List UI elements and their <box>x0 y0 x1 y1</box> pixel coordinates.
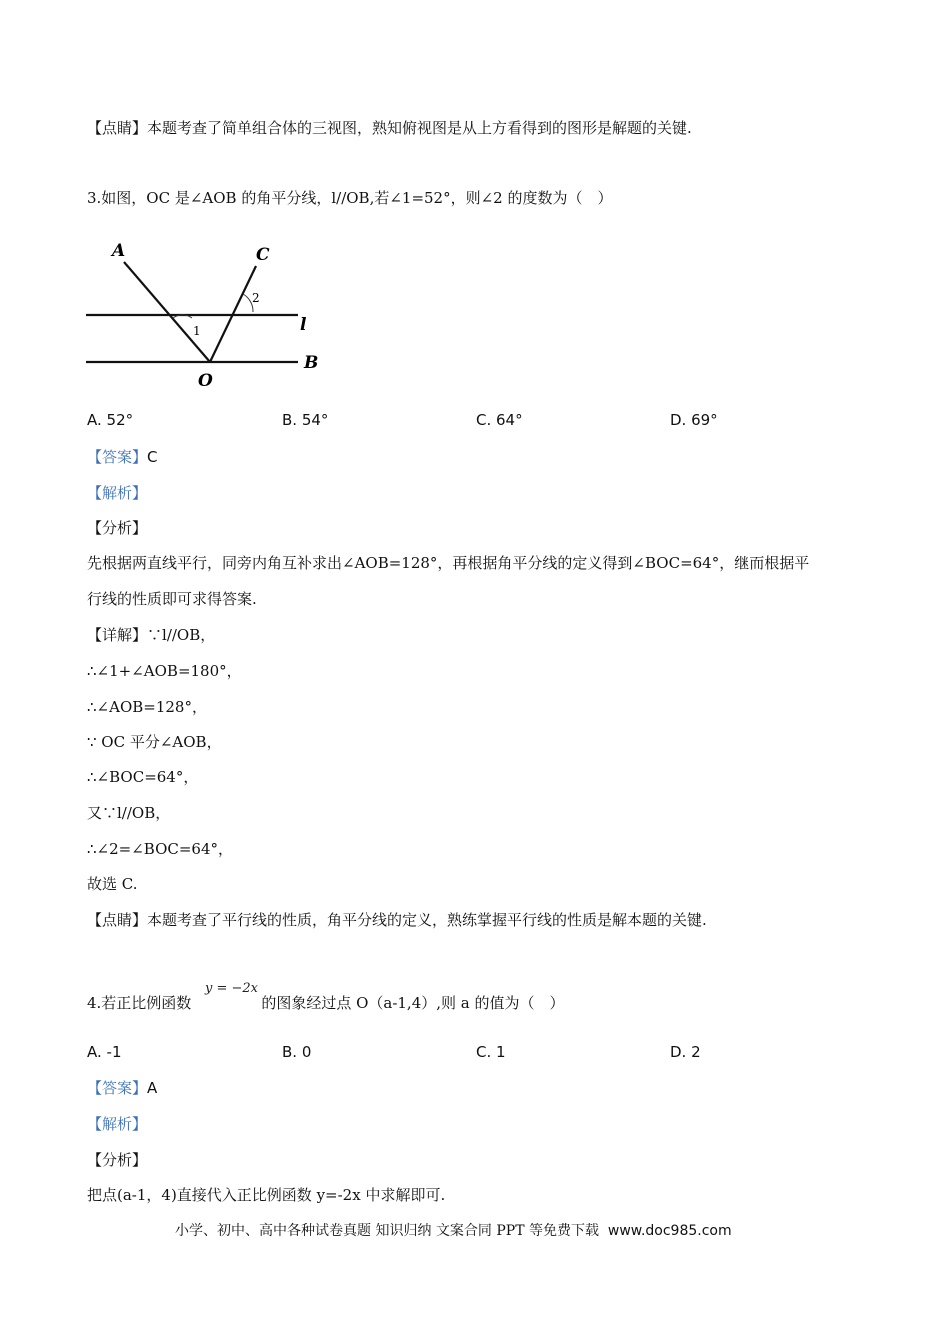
q3-option-b: B. 54° <box>282 411 329 429</box>
label-o: O <box>198 371 213 391</box>
q4-answer <box>87 1078 157 1098</box>
page-footer <box>175 1220 732 1240</box>
q4-stem <box>87 993 565 1013</box>
q4-option-d: D. 2 <box>670 1043 701 1061</box>
answer-value: C <box>147 448 158 466</box>
q3-detail <box>87 625 215 645</box>
q3-step: ∵ OC 平分∠AOB， <box>87 733 222 751</box>
label-angle-2: 2 <box>252 291 260 305</box>
q3-step: 又∵l//OB， <box>87 804 171 822</box>
q3-step: ∴∠AOB=128°， <box>87 698 207 716</box>
q3-step: ∴∠2=∠BOC=64°， <box>87 840 234 858</box>
q3-figure <box>80 232 340 397</box>
q3-option-c: C. 64° <box>476 411 523 429</box>
q3-step: ∴∠1+∠AOB=180°， <box>87 662 242 680</box>
q4-stem-after: 的图象经过点 O（a-1,4）,则 a 的值为（ ） <box>261 994 565 1012</box>
label-b: B <box>304 353 319 373</box>
q3-stem: 3.如图，OC 是∠AOB 的角平分线，l//OB,若∠1=52°，则∠2 的度数为（ ） <box>87 189 613 207</box>
dianjing-text: 本题考查了简单组合体的三视图，熟知俯视图是从上方看得到的图形是解题的关键. <box>147 119 692 137</box>
ray-oa <box>124 262 210 362</box>
answer-tag: 【答案】 <box>87 448 148 466</box>
q4-option-a: A. -1 <box>87 1043 122 1061</box>
detail-tag: 【详解】 <box>87 626 148 644</box>
q3-analysis-line-1: 先根据两直线平行，同旁内角互补求出∠AOB=128°，再根据角平分线的定义得到∠BOC=64°，继而根据平 <box>87 554 810 572</box>
top-dianjing <box>87 118 692 138</box>
label-a: A <box>112 241 126 261</box>
q3-fenxi-tag: 【分析】 <box>87 519 148 537</box>
q3-dianjing <box>87 910 707 930</box>
dianjing-tag: 【点睛】 <box>87 119 148 137</box>
footer-text: 小学、初中、高中各种试卷真题 知识归纳 文案合同 PPT 等免费下载 <box>175 1223 599 1239</box>
q4-option-c: C. 1 <box>476 1043 506 1061</box>
q3-analysis-line-2: 行线的性质即可求得答案. <box>87 590 257 608</box>
q4-stem-before: 4.若正比例函数 <box>87 994 192 1012</box>
q3-jiexi-tag: 【解析】 <box>87 484 148 502</box>
footer-url[interactable]: www.doc985.com <box>607 1223 732 1239</box>
q4-analysis: 把点(a-1，4)直接代入正比例函数 y=-2x 中求解即可. <box>87 1186 446 1204</box>
label-angle-1: 1 <box>193 324 201 338</box>
q3-step: 故选 C. <box>87 875 138 893</box>
detail-first: ∵l//OB， <box>147 626 216 644</box>
answer-value: A <box>147 1079 158 1097</box>
q3-step: ∴∠BOC=64°， <box>87 768 199 786</box>
dianjing-tag: 【点睛】 <box>87 911 148 929</box>
q3-option-d: D. 69° <box>670 411 718 429</box>
dianjing-text: 本题考查了平行线的性质，角平分线的定义，熟练掌握平行线的性质是解本题的关键. <box>147 911 707 929</box>
q3-answer <box>87 447 158 467</box>
q4-option-b: B. 0 <box>282 1043 312 1061</box>
q4-jiexi-tag: 【解析】 <box>87 1115 148 1133</box>
answer-tag: 【答案】 <box>87 1079 148 1097</box>
q3-option-a: A. 52° <box>87 411 134 429</box>
label-l: l <box>300 315 307 335</box>
q4-fenxi-tag: 【分析】 <box>87 1151 148 1169</box>
q4-formula: y = −2x <box>205 981 258 996</box>
label-c: C <box>256 245 270 265</box>
